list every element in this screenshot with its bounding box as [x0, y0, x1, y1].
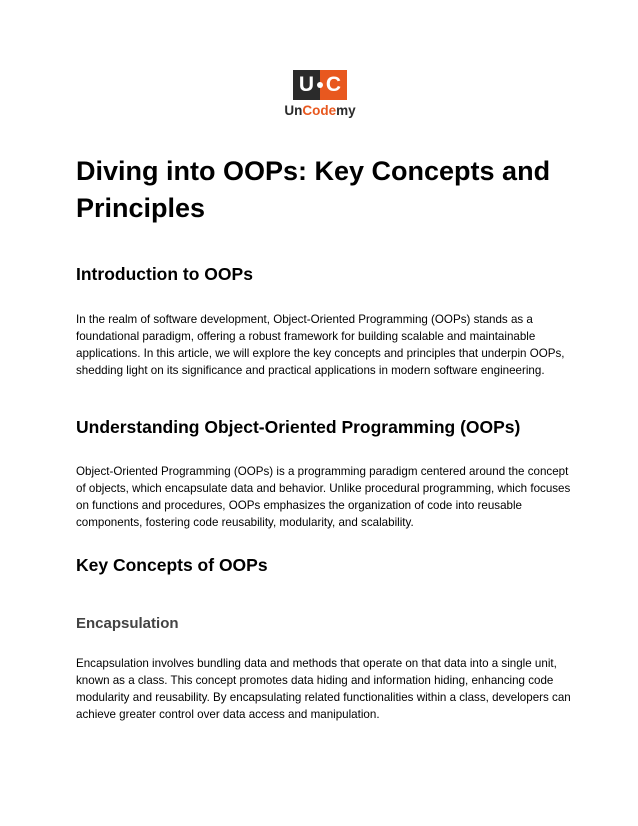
wordmark-part-code: Code [302, 103, 337, 118]
logo-mark [293, 70, 347, 100]
logo-mark-c: C [320, 70, 347, 100]
understanding-heading: Understanding Object-Oriented Programming (OOPs) [76, 417, 521, 437]
logo-mark-u: U [293, 70, 320, 100]
encapsulation-heading: Encapsulation [76, 615, 179, 632]
intro-heading: Introduction to OOPs [76, 264, 253, 284]
wordmark-part-my: my [336, 103, 356, 118]
understanding-paragraph: Object-Oriented Programming (OOPs) is a programming paradigm centered around the concept of objects, which encapsulate data and behavior. Unlike procedural programming, which focuses on functions and procedures, OOPs emphasizes the organization of code into reusable components, fostering code reusability, modularity, and scalability. [76, 465, 571, 529]
intro-paragraph: In the realm of software development, Object-Oriented Programming (OOPs) stands as a foundational paradigm, offering a robust framework for building scalable and maintainable applications. In this article, we will explore the key concepts and principles that underpin OOPs, shedding light on its significance and practical applications in modern software engineering. [76, 313, 565, 377]
logo-wordmark [275, 103, 365, 119]
page-title: Diving into OOPs: Key Concepts and Principles [76, 156, 551, 223]
uncodemy-logo [275, 70, 365, 122]
logo-dot-icon [317, 82, 323, 88]
key-concepts-heading: Key Concepts of OOPs [76, 555, 268, 575]
wordmark-part-un: Un [284, 103, 303, 118]
encapsulation-paragraph: Encapsulation involves bundling data and methods that operate on that data into a single unit, known as a class. This concept promotes data hiding and information hiding, enhancing code modularity and reusability. By encapsulating related functionalities within a class, developers can achieve greater control over data access and manipulation. [76, 657, 571, 721]
